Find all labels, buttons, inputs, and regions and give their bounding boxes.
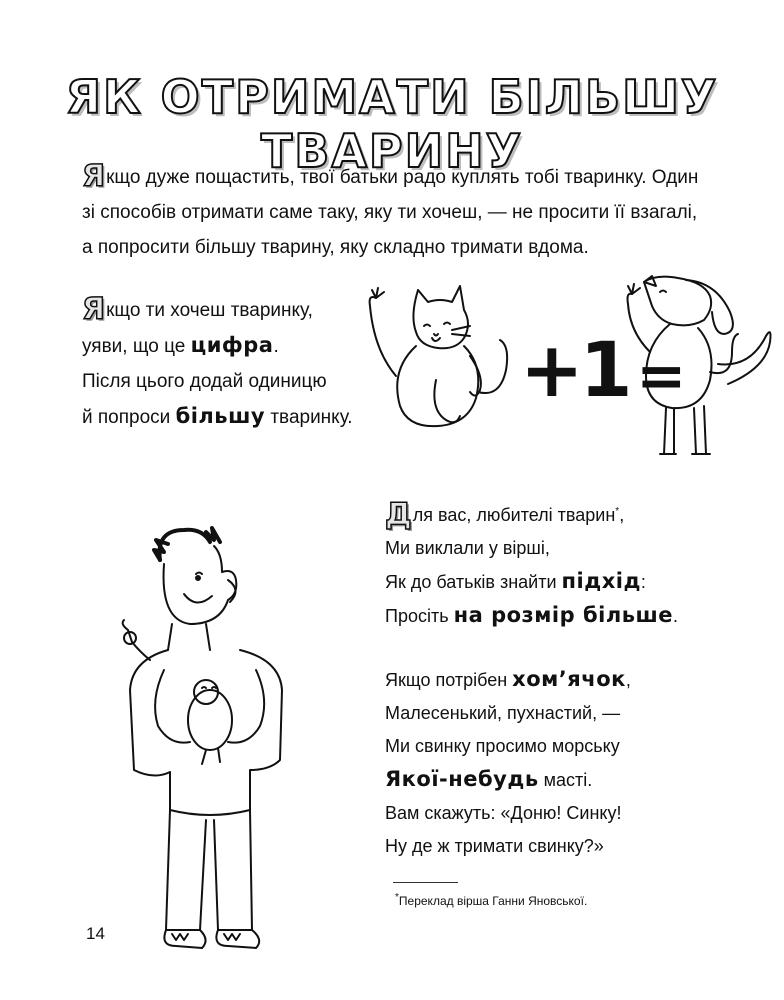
- poem-line: Просіть на розмір більше.: [385, 603, 679, 627]
- number-line-3: Після цього додай одиницю: [82, 371, 327, 392]
- poem-line: Малесенький, пухнастий, —: [385, 703, 621, 723]
- emphasis-any: Якої-небудь: [385, 767, 539, 791]
- emphasis-bigger: більшу: [175, 404, 266, 428]
- footnote-mark: *: [615, 506, 620, 517]
- equals-sign: =: [636, 341, 687, 411]
- cat-illustration: [360, 280, 520, 440]
- poem-line: Як до батьків знайти підхід:: [385, 569, 646, 593]
- poem-line: Ми свинку просимо морську: [385, 736, 620, 756]
- intro-line-2: зі способів отримати саме таку, яку ти хочеш, — не просити її взагалі,: [82, 202, 698, 223]
- poem-line: Якої-небудь масті.: [385, 767, 593, 791]
- footnote: *Переклад вірша Ганни Яновської.: [395, 892, 588, 908]
- drop-cap: Д: [385, 497, 412, 532]
- plus-one: +1: [520, 325, 629, 414]
- poem-line: Якщо потрібен хом’ячок,: [385, 667, 631, 691]
- page-title: ЯК ОТРИМАТИ БІЛЬШУ ТВАРИНУ: [65, 70, 719, 178]
- number-paragraph: [82, 293, 382, 435]
- drop-cap: Я: [82, 159, 106, 194]
- intro-paragraph: [82, 160, 722, 265]
- poem-line: Ми виклали у вірші,: [385, 538, 550, 558]
- number-line-1: Якщо ти хочеш тваринку,: [82, 292, 313, 327]
- emphasis-hamster: хом’ячок: [512, 667, 626, 691]
- number-line-4: й попроси більшу тваринку.: [82, 404, 353, 428]
- page-number: 14: [86, 924, 105, 943]
- intro-line-3: а попросити більшу тварину, яку складно тримати вдома.: [82, 237, 589, 258]
- footnote-divider: [393, 882, 458, 883]
- emphasis-approach: підхід: [561, 569, 641, 593]
- boy-illustration: [110, 520, 310, 960]
- number-line-2: уяви, що це цифра.: [82, 333, 279, 357]
- poem-line: Ну де ж тримати свинку?»: [385, 836, 604, 856]
- emphasis-size-bigger: на розмір більше: [453, 603, 674, 627]
- emphasis-digit: цифра: [190, 333, 274, 357]
- poem-stanza-1: [385, 495, 678, 633]
- poem-line: Вам скажуть: «Доню! Синку!: [385, 803, 622, 823]
- poem-line: Для вас, любителі тварин*,: [385, 497, 625, 532]
- intro-line-1: Якщо дуже пощастить, твої батьки радо куплять тобі тваринку. Один: [82, 159, 699, 194]
- drop-cap: Я: [82, 292, 106, 327]
- poem-stanza-2: [385, 663, 631, 863]
- dog-illustration: [620, 272, 780, 460]
